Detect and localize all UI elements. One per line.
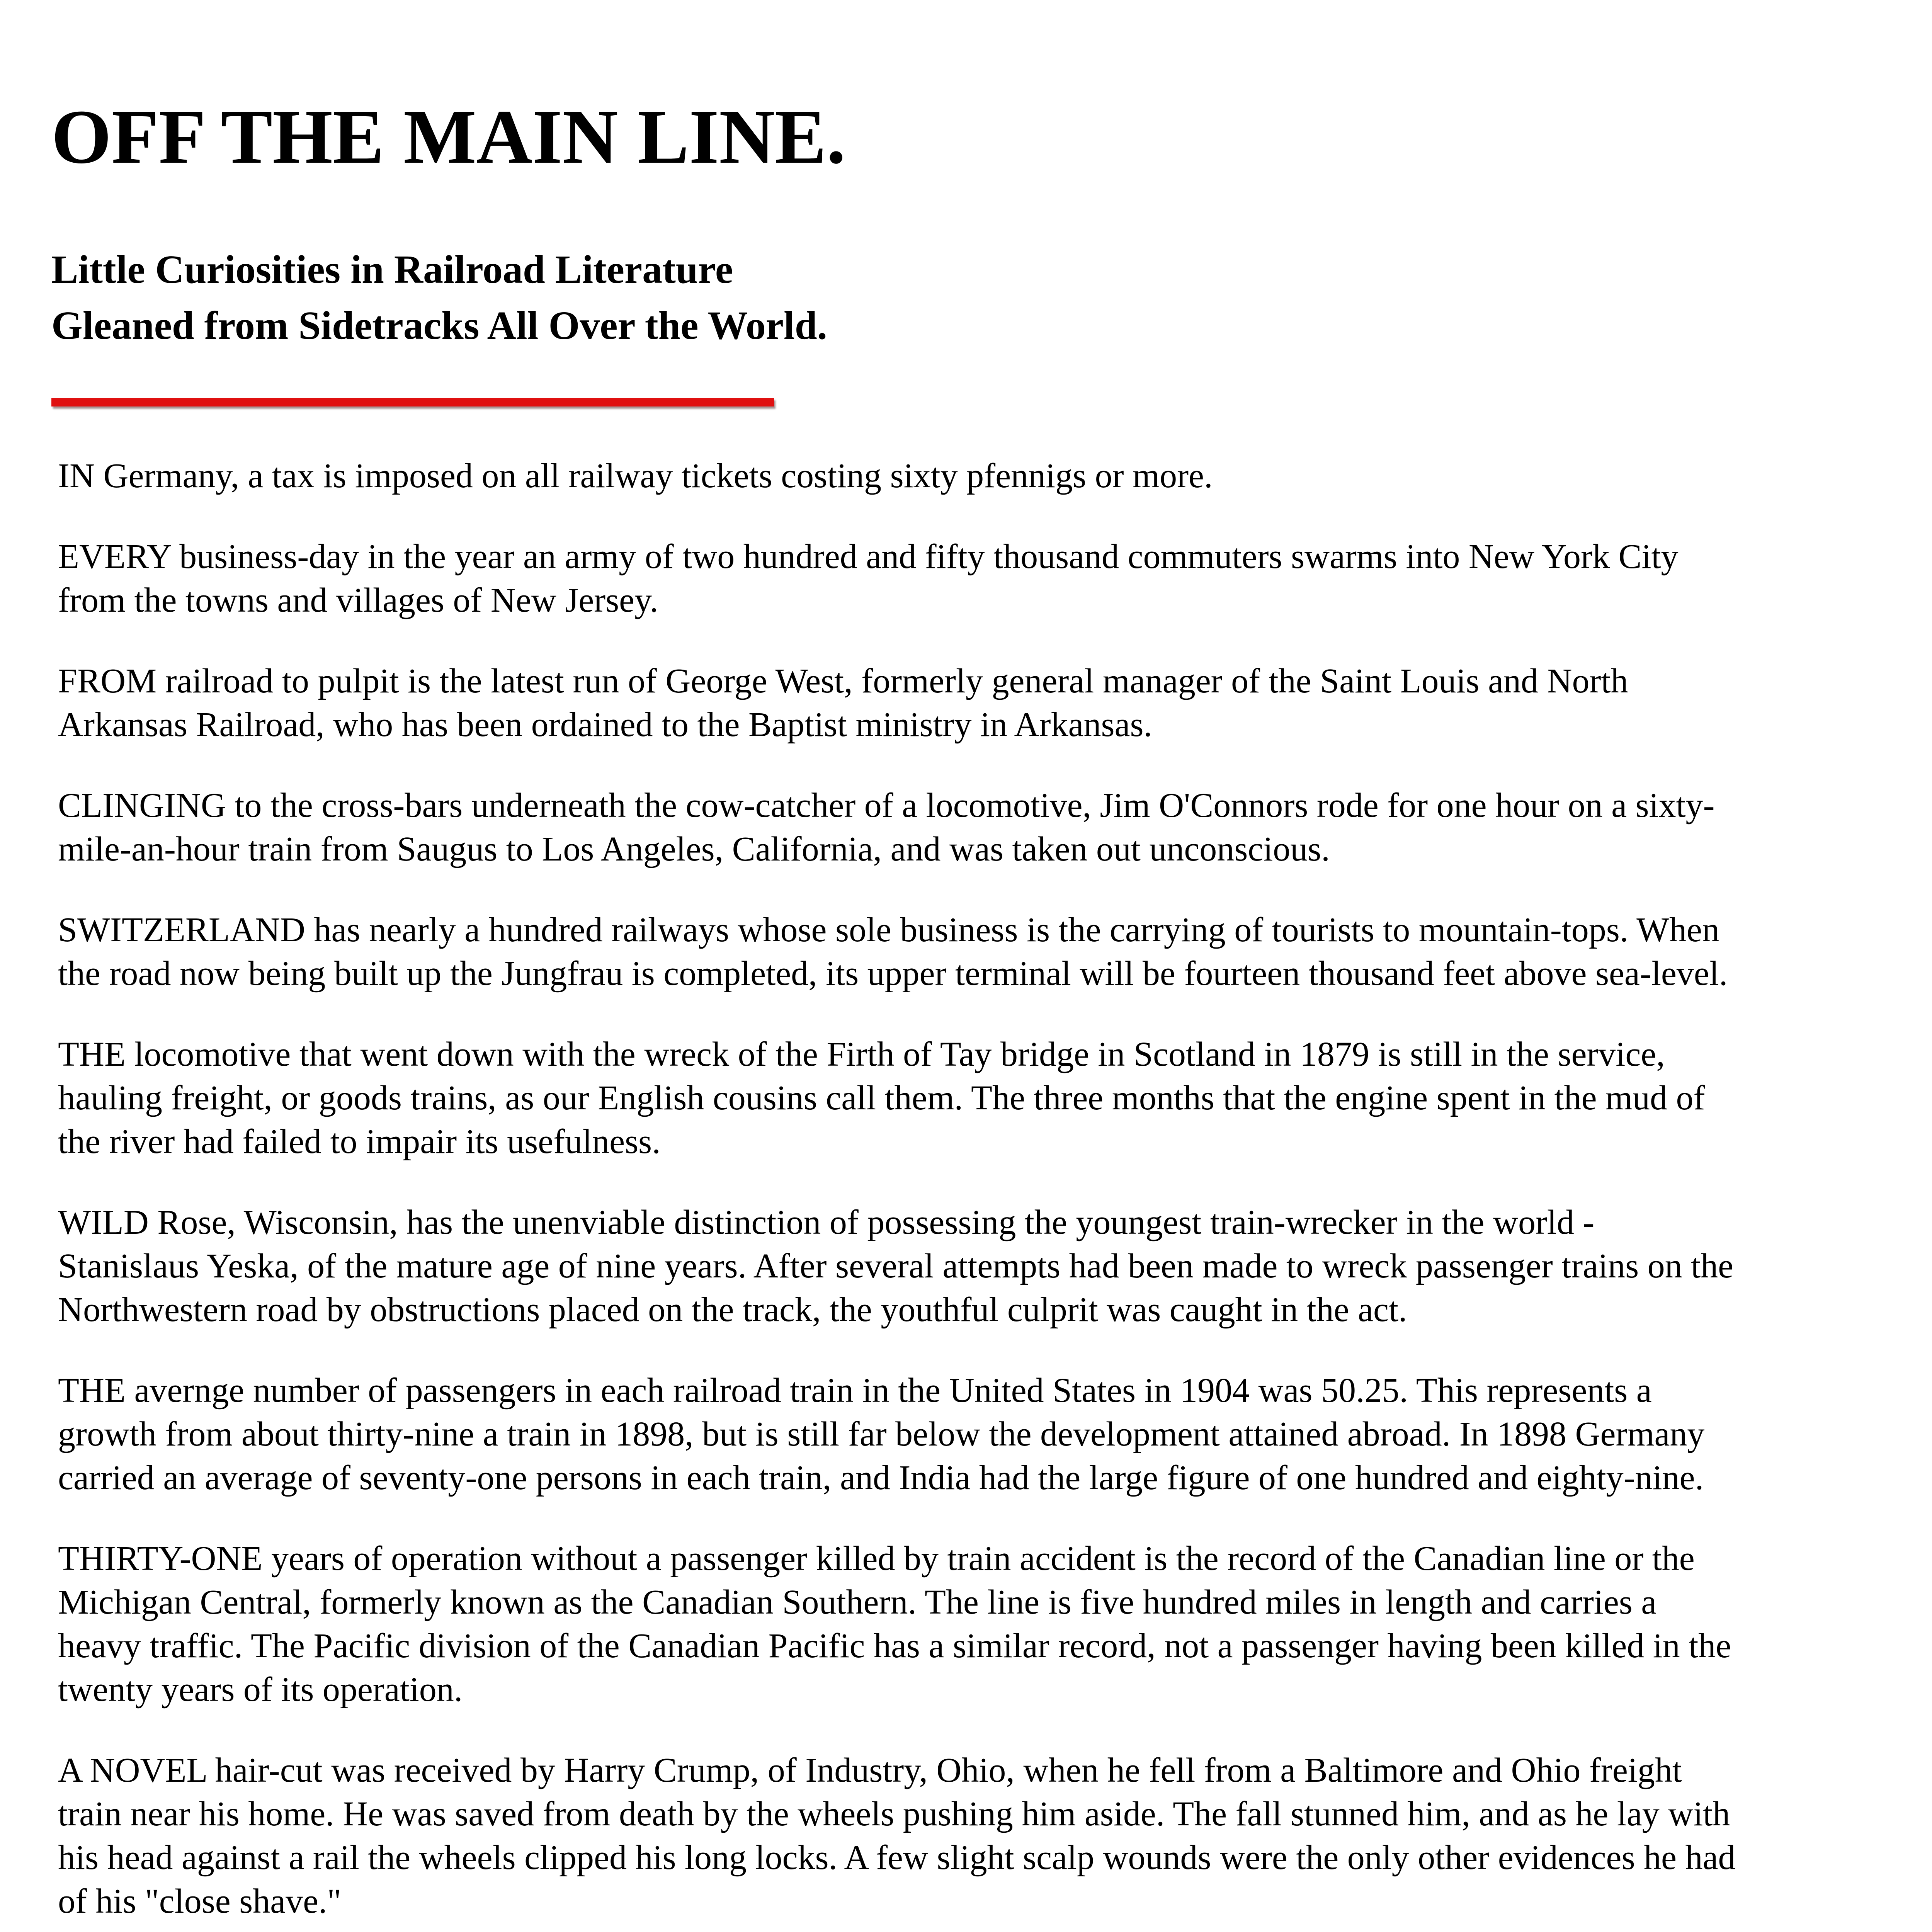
red-divider-rule [51,398,774,406]
paragraph-thirty-one-years: THIRTY-ONE years of operation without a passenger killed by train accident is the record of the Canadian line or the Michigan Central, formerly known as the Canadian Southern. The line is five hundred miles in length and carries a heavy traffic. The Pacific division of the Canadian Pacific has a similar record, not a passenger having been killed in the twenty years of its operation. [58,1539,1731,1709]
paragraph-railroad-to-pulpit: FROM railroad to pulpit is the latest run of George West, formerly general manager of the Saint Louis and North Arkansas Railroad, who has been ordained to the Baptist ministry in Arkansas. [58,662,1628,744]
article-body [58,454,1739,1932]
paragraph-novel-hair-cut: A NOVEL hair-cut was received by Harry Crump, of Industry, Ohio, when he fell from a Baltimore and Ohio freight train near his home. He was saved from death by the wheels pushing him aside. The fall stunned him, and as he lay with his head against a rail the wheels clipped his long locks. A few slight scalp wounds were the only other evidences he had of his "close shave." [58,1751,1736,1920]
article-title: OFF THE MAIN LINE. [51,94,846,180]
subtitle-line-2: Gleaned from Sidetracks All Over the World. [51,303,827,348]
paragraph-average-passengers: THE avernge number of passengers in each railroad train in the United States in 1904 was 50.25. This represents a growth from about thirty-nine a train in 1898, but is still far below the development attained abroad. In 1898 Germany carried an average of seventy-one persons in each train, and India had the large figure of one hundred and eighty-nine. [58,1371,1705,1497]
paragraph-germany-tax: IN Germany, a tax is imposed on all railway tickets costing sixty pfennigs or more. [58,457,1213,495]
paragraph-wild-rose: WILD Rose, Wisconsin, has the unenviable distinction of possessing the youngest train-wrecker in the world - Stanislaus Yeska, of the mature age of nine years. After several attempts had been made to wreck passenger trains on the Northwestern road by obstructions placed on the track, the youthful culprit was caught in the act. [58,1203,1734,1329]
subtitle-line-1: Little Curiosities in Railroad Literature [51,247,733,292]
paragraph-firth-of-tay: THE locomotive that went down with the wreck of the Firth of Tay bridge in Scotland in 1879 is still in the service, hauling freight, or goods trains, as our English cousins call them. The three months that the engine spent in the mud of the river had failed to impair its usefulness. [58,1035,1705,1161]
paragraph-switzerland: SWITZERLAND has nearly a hundred railways whose sole business is the carrying of tourists to mountain-tops. When the road now being built up the Jungfrau is completed, its upper terminal will be fourteen thousand feet above sea-level. [58,911,1728,993]
paragraph-commuters: EVERY business-day in the year an army of two hundred and fifty thousand commuters swarms into New York City from the towns and villages of New Jersey. [58,537,1679,619]
paragraph-cow-catcher: CLINGING to the cross-bars underneath the cow-catcher of a locomotive, Jim O'Connors rode for one hour on a sixty-mile-an-hour train from Saugus to Los Angeles, California, and was taken out unconscious. [58,786,1715,868]
article-subtitle [51,242,827,354]
